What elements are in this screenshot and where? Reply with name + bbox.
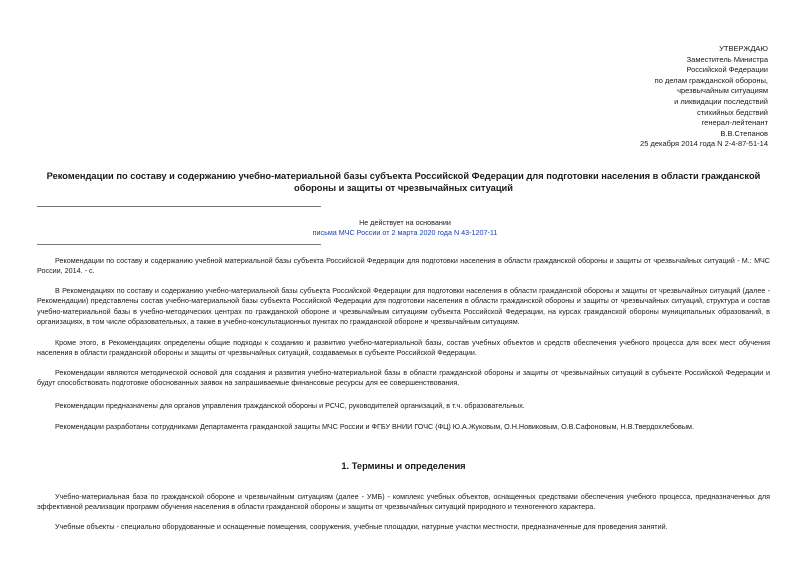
intro-paragraph: Рекомендации разработаны сотрудниками Департамента гражданской защиты МЧС России и ФГБУ ВНИИ ГОЧС (ФЦ) Ю.А.Жуковым, О.Н.Новиковым, О.В.Сафоновым, Н.В.Твердохлебовым.	[55, 422, 694, 431]
approval-line: и ликвидации последствий	[674, 96, 768, 106]
section-paragraph: Учебно-материальная база по гражданской обороне и чрезвычайным ситуациям (далее - УМБ) - комплекс учебных объектов, оснащенных средствами обеспечения учебного процесса, предназначенных для эффективной реализации программ обучения населения в области гражданской обороны и защиты от чрезвычайных ситуаций природного и техногенного характера.	[37, 492, 770, 512]
approval-line: В.В.Степанов	[720, 128, 768, 138]
status-note	[260, 218, 550, 238]
approval-block	[640, 44, 768, 150]
intro-paragraph: Рекомендации предназначены для органов управления гражданской обороны и РСЧС, руководителей организаций, в т.ч. образовательных.	[55, 401, 525, 410]
approval-line: чрезвычайным ситуациям	[677, 86, 768, 96]
status-link[interactable]: письма МЧС России от 2 марта 2020 года N 43-1207-11	[312, 228, 498, 237]
approval-line: Заместитель Министра	[686, 54, 768, 64]
approval-line: стихийных бедствий	[696, 107, 768, 117]
section-paragraph: Учебные объекты - специально оборудованные и оснащенные помещения, сооружения, учебные площадки, натурные участки местности, предназначенные для проведения занятий.	[55, 522, 668, 531]
approval-line: УТВЕРЖДАЮ	[719, 44, 768, 53]
intro-paragraph: Рекомендации по составу и содержанию учебной материальной базы субъекта Российской Федерации для подготовки населения в области гражданской обороны и защиты от чрезвычайных ситуаций - М.: МЧС России, 2014. - с.	[37, 256, 770, 276]
approval-line: по делам гражданской обороны,	[654, 75, 768, 85]
intro-paragraph: Рекомендации являются методической основой для создания и развития учебно-материальной базы в области гражданской обороны и защиты от чрезвычайных ситуаций в субъекте Российской Федерации и будут способствовать подготовке обоснованных заявок на запрашиваемые финансовые ресурсы для ее совершенствования.	[37, 368, 770, 388]
divider-top	[37, 206, 321, 207]
document-title: Рекомендации по составу и содержанию учебно-материальной базы субъекта Российской Федерации для подготовки населения в области гражданской обороны и защиты от чрезвычайных ситуаций	[46, 171, 761, 193]
section-heading: 1. Термины и определения	[341, 461, 466, 471]
approval-line: Российской Федерации	[686, 65, 768, 75]
approval-line: генерал-лейтенант	[701, 118, 768, 128]
divider-bottom	[37, 244, 321, 245]
intro-paragraph: В Рекомендациях по составу и содержанию учебно-материальной базы субъекта Российской Федерации для подготовки населения в области гражданской обороны и защиты от чрезвычайных ситуаций (далее - Рекомендации) представлены состав учебно-материальной базы субъекта Российской Федерации для подготовки населения в области гражданской обороны и защиты от чрезвычайных ситуаций, структура и состав учебно-материальной базы в учебно-методических центрах по гражданской обороне и чрезвычайным ситуациям субъекта Российской Федерации, на курсах гражданской обороны муниципальных образований, в организациях, в том числе образовательных, а также в учебно-консультационных пунктах по гражданской обороне и чрезвычайным ситуациям.	[37, 286, 770, 327]
status-text: Не действует на основании	[359, 218, 451, 227]
approval-line: 25 декабря 2014 года N 2-4-87-51-14	[640, 139, 768, 149]
intro-paragraph: Кроме этого, в Рекомендациях определены общие подходы к созданию и развитию учебно-материальной базы, состав учебных объектов и средств обеспечения учебного процесса для всех мест обучения населения в области гражданской обороны и защиты от чрезвычайных ситуаций, создаваемых в субъекте Российской Федерации.	[37, 338, 770, 358]
